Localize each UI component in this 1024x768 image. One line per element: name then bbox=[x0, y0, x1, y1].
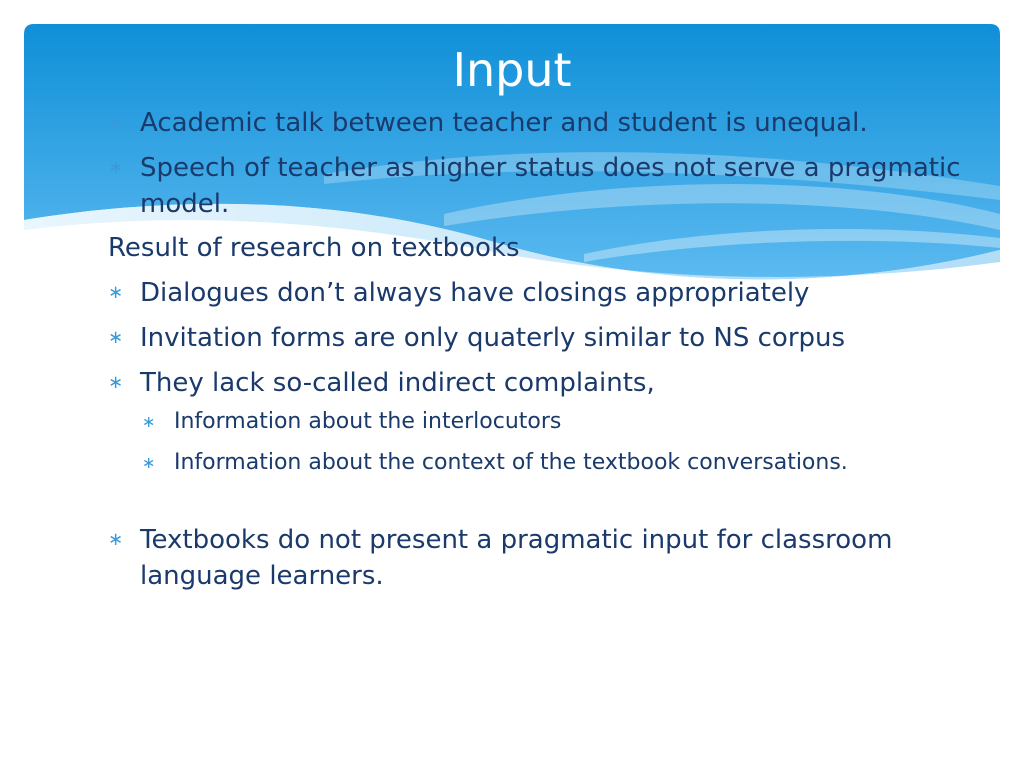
sub-list-item-text: Information about the interlocutors bbox=[174, 409, 562, 434]
asterisk-bullet-icon: ∗ bbox=[108, 327, 124, 348]
asterisk-bullet-icon: ∗ bbox=[142, 412, 156, 431]
list-item-text: They lack so-called indirect complaints, bbox=[140, 368, 655, 398]
list-item-text: Academic talk between teacher and student is unequal. bbox=[140, 108, 868, 138]
sub-list-item bbox=[108, 405, 968, 439]
list-item-text: Invitation forms are only quaterly similar to NS corpus bbox=[140, 323, 846, 353]
list-item bbox=[108, 365, 968, 401]
list-item bbox=[108, 150, 968, 222]
list-item-text: Speech of teacher as higher status does not serve a pragmatic model. bbox=[140, 153, 961, 219]
asterisk-bullet-icon: ∗ bbox=[142, 453, 156, 472]
bullet-list bbox=[108, 105, 968, 594]
list-item bbox=[108, 320, 968, 356]
list-item bbox=[108, 105, 968, 141]
sub-list-item bbox=[108, 446, 968, 480]
asterisk-bullet-icon: ∗ bbox=[108, 157, 124, 178]
asterisk-bullet-icon: ∗ bbox=[108, 282, 124, 303]
sub-list-item-text: Information about the context of the textbook conversations. bbox=[174, 450, 848, 475]
asterisk-bullet-icon: ∗ bbox=[108, 112, 124, 133]
list-heading bbox=[108, 230, 968, 266]
slide-title: Input bbox=[452, 43, 572, 97]
list-heading-text: Result of research on textbooks bbox=[108, 233, 520, 263]
list-item-text: Dialogues don’t always have closings appropriately bbox=[140, 278, 810, 308]
list-item bbox=[108, 275, 968, 311]
list-item-text: Textbooks do not present a pragmatic input for classroom language learners. bbox=[140, 525, 893, 591]
list-item bbox=[108, 522, 968, 594]
asterisk-bullet-icon: ∗ bbox=[108, 529, 124, 550]
asterisk-bullet-icon: ∗ bbox=[108, 372, 124, 393]
